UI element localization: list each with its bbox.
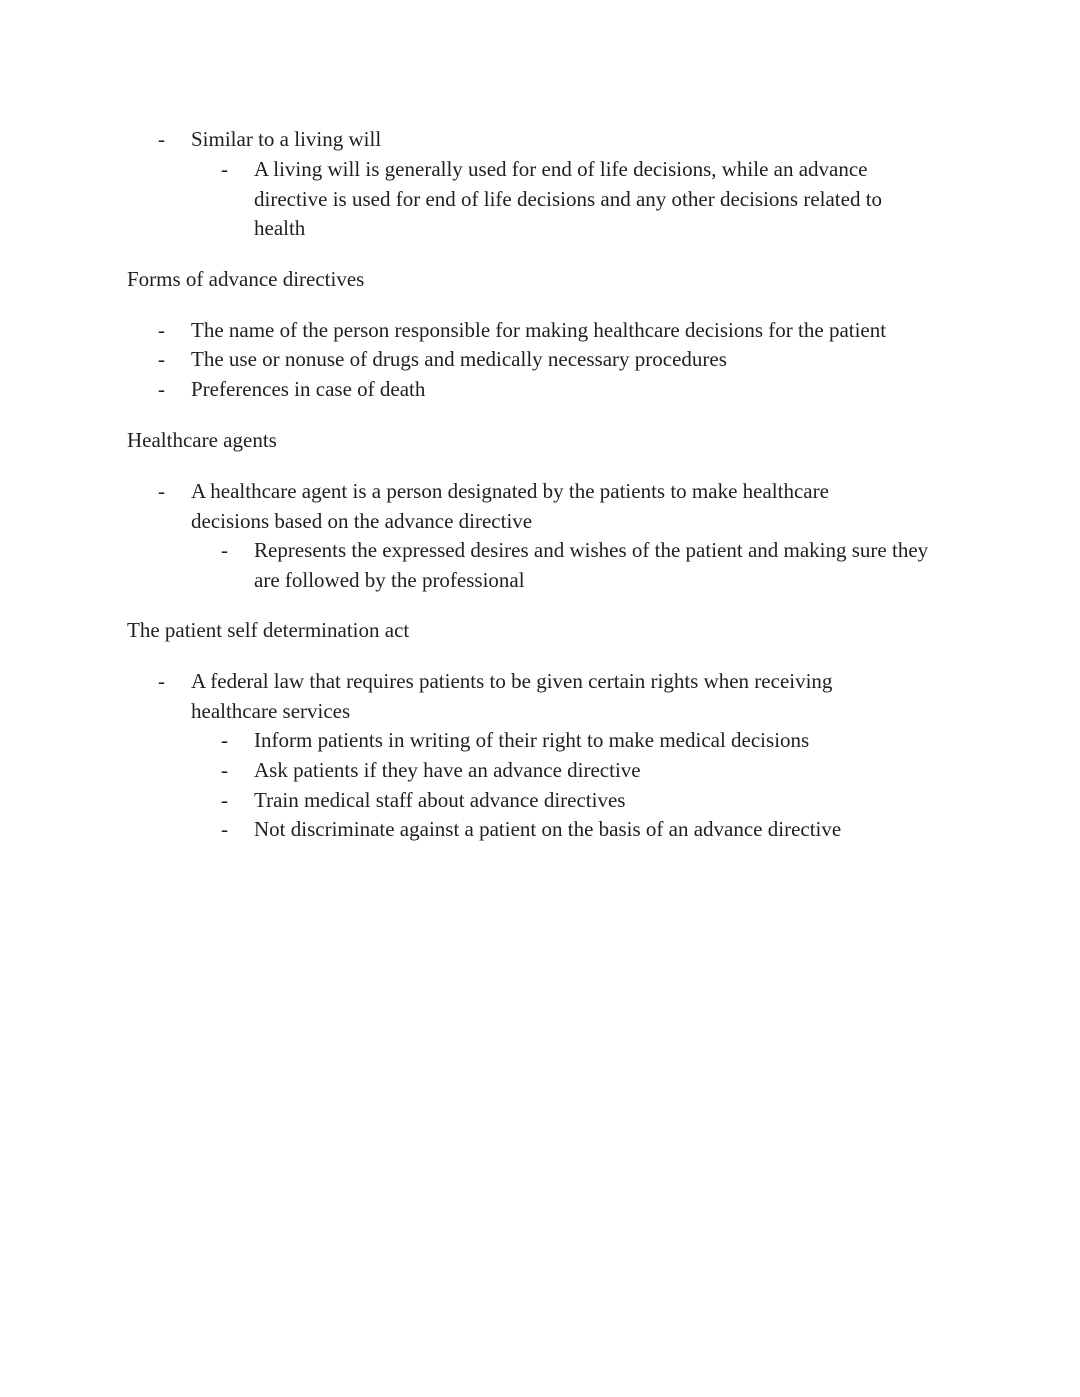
list-item-text: Represents the expressed desires and wishes of the patient and making sure they are followed by the professional bbox=[254, 538, 929, 592]
bullet-dash: - bbox=[221, 538, 228, 562]
section-heading-agents: Healthcare agents bbox=[127, 428, 277, 452]
bullet-dash: - bbox=[158, 318, 165, 342]
list-item bbox=[158, 477, 881, 536]
bullet-dash: - bbox=[221, 758, 228, 782]
list-item-text: A healthcare agent is a person designated by the patients to make healthcare decisions based on the advance directive bbox=[191, 479, 829, 533]
bullet-dash: - bbox=[158, 669, 165, 693]
list-item-text: The use or nonuse of drugs and medically necessary procedures bbox=[191, 347, 727, 371]
list-item-text: A living will is generally used for end of life decisions, while an advance directive is used for end of life decisions and any other decisions related to health bbox=[254, 157, 883, 240]
bullet-dash: - bbox=[158, 347, 165, 371]
bullet-dash: - bbox=[221, 788, 228, 812]
list-item-nested bbox=[221, 756, 944, 786]
list-item-text: Train medical staff about advance directives bbox=[254, 788, 626, 812]
list-item-text: Ask patients if they have an advance directive bbox=[254, 758, 641, 782]
bullet-dash: - bbox=[221, 157, 228, 181]
section-heading-forms: Forms of advance directives bbox=[127, 267, 365, 291]
list-item-nested bbox=[221, 786, 944, 816]
list-item-text: Preferences in case of death bbox=[191, 377, 426, 401]
bullet-dash: - bbox=[158, 377, 165, 401]
bullet-dash: - bbox=[221, 817, 228, 841]
section-heading-act: The patient self determination act bbox=[127, 618, 410, 642]
list-item-nested bbox=[221, 726, 944, 756]
list-item bbox=[158, 125, 951, 155]
list-item bbox=[158, 345, 951, 375]
bullet-dash: - bbox=[221, 728, 228, 752]
list-item-nested bbox=[221, 155, 924, 244]
list-item-text: The name of the person responsible for making healthcare decisions for the patient bbox=[191, 318, 887, 342]
list-item-text: A federal law that requires patients to be given certain rights when receiving healthcare services bbox=[191, 669, 833, 723]
list-item bbox=[158, 667, 881, 726]
list-item-text: Inform patients in writing of their right to make medical decisions bbox=[254, 728, 810, 752]
bullet-dash: - bbox=[158, 479, 165, 503]
list-item-text: Not discriminate against a patient on the basis of an advance directive bbox=[254, 817, 842, 841]
list-item bbox=[158, 375, 951, 405]
list-item-text: Similar to a living will bbox=[191, 127, 382, 151]
list-item-nested bbox=[221, 815, 974, 845]
bullet-dash: - bbox=[158, 127, 165, 151]
list-item bbox=[158, 316, 991, 346]
list-item-nested bbox=[221, 536, 934, 595]
